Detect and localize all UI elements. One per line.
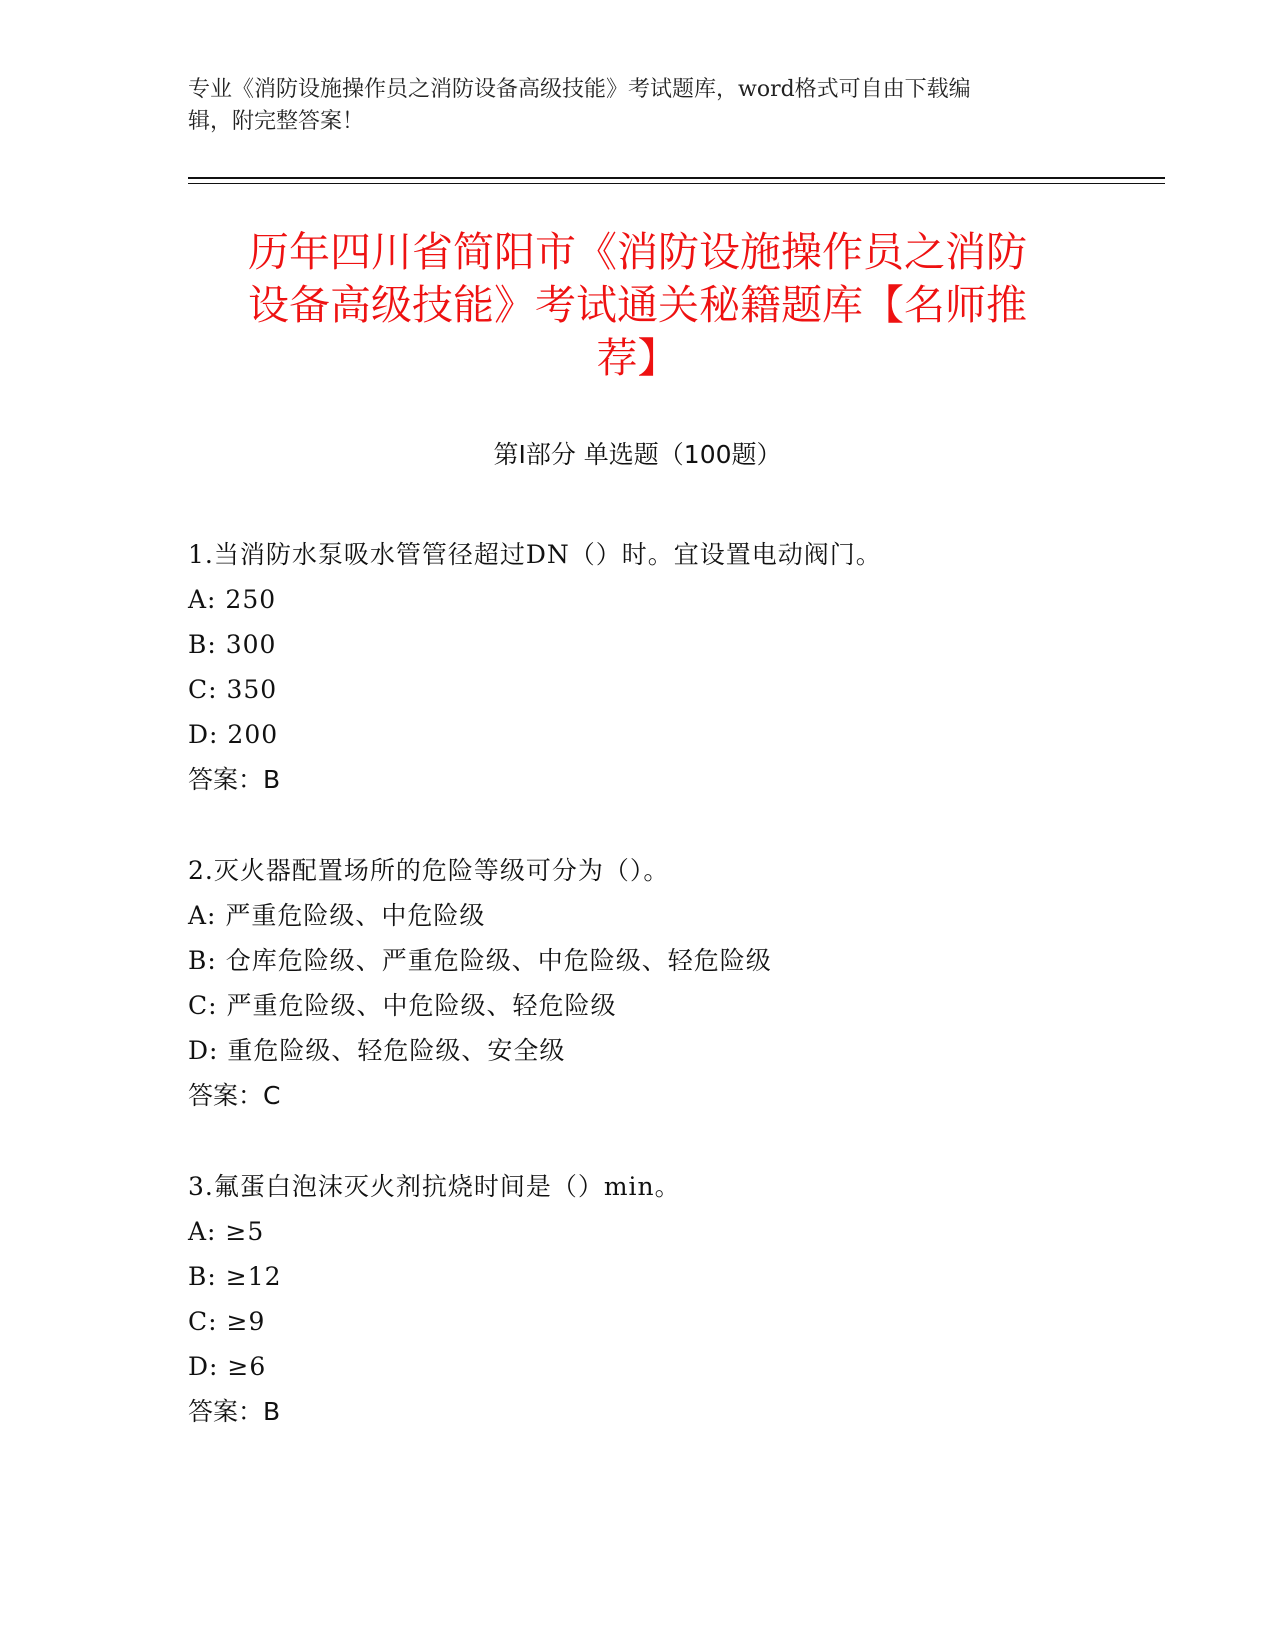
question-item [188, 532, 1138, 802]
option-b: B: 仓库危险级、严重危险级、中危险级、轻危险级 [188, 946, 772, 975]
question-item [188, 1164, 1138, 1434]
question-stem: 1.当消防水泵吸水管管径超过DN（）时。宜设置电动阀门。 [188, 540, 882, 569]
header-divider-thin [188, 183, 1165, 184]
option-d: D: 200 [188, 720, 279, 749]
option-b: B: 300 [188, 630, 277, 659]
option-c: C: ≥9 [188, 1307, 266, 1336]
title-line-3: 荐】 [596, 334, 679, 382]
option-a: A: ≥5 [188, 1217, 265, 1246]
option-d: D: ≥6 [188, 1352, 267, 1381]
option-c: C: 350 [188, 675, 278, 704]
answer-text: 答案：C [188, 1081, 281, 1110]
page-title [188, 226, 1087, 385]
answer-text: 答案：B [188, 765, 281, 794]
option-a: A: 严重危险级、中危险级 [188, 901, 486, 930]
section-heading: 第Ⅰ部分 单选题（100题） [493, 440, 782, 469]
question-item [188, 848, 1138, 1118]
option-c: C: 严重危险级、中危险级、轻危险级 [188, 991, 617, 1020]
title-line-2: 设备高级技能》考试通关秘籍题库【名师推 [248, 281, 1027, 329]
notice-line-1: 专业《消防设施操作员之消防设备高级技能》考试题库，word格式可自由下载编 [188, 77, 971, 102]
question-stem: 2.灭火器配置场所的危险等级可分为（）。 [188, 856, 670, 885]
option-d: D: 重危险级、轻危险级、安全级 [188, 1036, 566, 1065]
question-stem: 3.氟蛋白泡沫灭火剂抗烧时间是（）min。 [188, 1172, 681, 1201]
title-line-1: 历年四川省简阳市《消防设施操作员之消防 [248, 228, 1027, 276]
option-a: A: 250 [188, 585, 277, 614]
option-b: B: ≥12 [188, 1262, 282, 1291]
header-divider-thick [188, 177, 1165, 179]
notice-line-2: 辑，附完整答案！ [188, 109, 365, 134]
document-notice [188, 74, 1068, 138]
answer-text: 答案：B [188, 1397, 281, 1426]
question-list [188, 532, 1138, 1480]
